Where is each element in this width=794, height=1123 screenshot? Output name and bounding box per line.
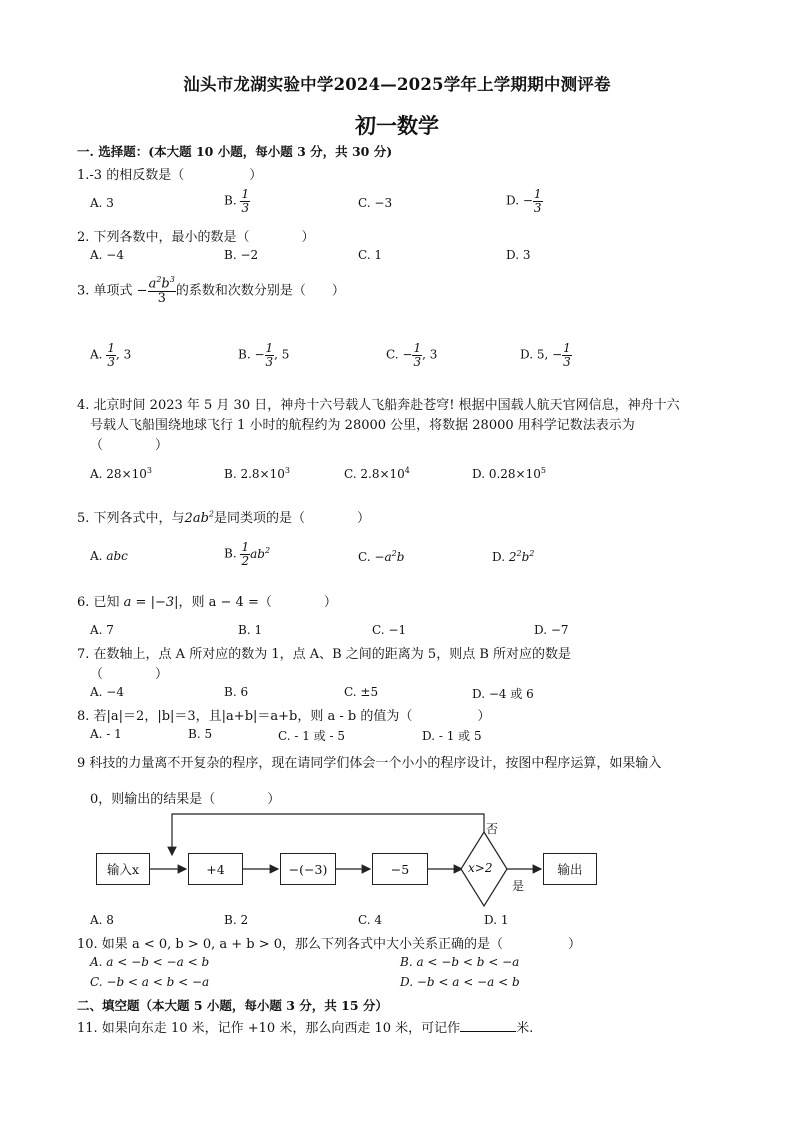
answer-bracket: （ ） <box>90 438 169 453</box>
question-stem: 6. 已知 a = |−3|，则 a − 4 =（ ） <box>77 595 337 610</box>
option-c: C. - 1 或 - 5 <box>278 729 346 743</box>
flow-step1-box: +4 <box>188 853 243 885</box>
option-c: C. $2.8\times 10^4$ <box>344 466 410 481</box>
option-b: B. $\frac{1}{3}$ <box>224 187 250 215</box>
option-b: B. $\frac{1}{2}$ $ab^2$ <box>224 540 271 568</box>
flow-input-box: 输入x <box>96 853 150 885</box>
option-d: D. $0.28\times 10^5$ <box>472 466 546 481</box>
subject-title: 初一数学 <box>355 113 439 138</box>
option-c: C. −b < a < b < −a <box>90 975 210 989</box>
option-a: A. 7 <box>90 623 114 637</box>
option-b: B. a < −b < b < −a <box>400 955 520 969</box>
option-a: A. −4 <box>90 248 124 262</box>
option-d: D. −4 或 6 <box>472 687 534 701</box>
question-line: 4. 北京时间 2023 年 5 月 30 日，神舟十六号载人飞船奔赴苍穹! 根据中国载人航天官网信息，神舟十六 <box>77 398 680 413</box>
option-a: A. 3 <box>90 196 114 210</box>
exam-title: 汕头市龙湖实验中学2024—2025学年上学期期中测评卷 <box>183 75 611 94</box>
question-stem: 8. 若|a|＝2，|b|＝3，且|a+b|＝a+b，则 a - b 的值为（ ） <box>77 709 491 724</box>
option-a: A. a < −b < −a < b <box>90 955 210 969</box>
question-stem: 3. 单项式 − $\frac{a^2b^3}{3}$ 的系数和次数分别是（ ） <box>77 275 345 306</box>
flow-yes-label: 是 <box>512 879 525 893</box>
option-b: B. 2 <box>224 913 249 927</box>
section-heading: 一. 选择题：(本大题 10 小题，每小题 3 分，共 30 分) <box>77 144 393 159</box>
option-a: A. −4 <box>90 685 124 699</box>
flow-no-label: 否 <box>486 822 499 836</box>
option-c: C. 1 <box>358 248 383 262</box>
option-c: C. −3 <box>358 196 393 210</box>
option-c: C. 4 <box>358 913 383 927</box>
option-d: D. −b < a < −a < b <box>400 975 520 989</box>
option-b: B. 5 <box>188 727 213 741</box>
question-line: 9 科技的力量离不开复杂的程序，现在请同学们体会一个小小的程序设计，按图中程序运算，如果输入 <box>77 756 662 771</box>
question-stem: 10. 如果 a < 0, b > 0, a + b > 0，那么下列各式中大小关系正确的是（ ） <box>77 937 582 952</box>
option-c: C. −1 <box>372 623 407 637</box>
option-c: C. − $\frac{1}{3}$ , 3 <box>386 341 438 369</box>
option-b: B. $2.8\times 10^3$ <box>224 466 290 481</box>
option-d: D. - 1 或 5 <box>422 729 482 743</box>
option-a: A. abc <box>90 549 128 563</box>
option-a: A. - 1 <box>90 727 122 741</box>
option-b: B. −2 <box>224 248 259 262</box>
option-d: D. − $\frac{1}{3}$ <box>506 187 542 215</box>
question-stem: 11. 如果向东走 10 米，记作 +10 米，那么向西走 10 米，可记作 米. <box>77 1021 534 1036</box>
question-stem: 2. 下列各数中，最小的数是（ ） <box>77 230 315 245</box>
question-line: 0，则输出的结果是（ ） <box>90 792 281 807</box>
flow-step2-box: −(−3) <box>280 853 336 885</box>
flow-step3-box: −5 <box>372 853 428 885</box>
question-stem: 5. 下列各式中，与$2ab^2$是同类项的是（ ） <box>77 509 370 526</box>
option-b: B. 6 <box>224 685 249 699</box>
flow-output-box: 输出 <box>543 853 597 885</box>
option-d: D. 3 <box>506 248 531 262</box>
option-b: B. − $\frac{1}{3}$ , 5 <box>238 341 290 369</box>
option-d: D. −7 <box>534 623 569 637</box>
section-heading: 二、填空题（本大题 5 小题，每小题 3 分，共 15 分） <box>77 998 388 1013</box>
answer-bracket: （ ） <box>90 667 169 682</box>
option-b: B. 1 <box>238 623 263 637</box>
option-a: A. $\frac{1}{3}$ , 3 <box>90 341 132 369</box>
option-d: D. 1 <box>484 913 509 927</box>
question-stem: 1.-3 的相反数是（ ） <box>77 168 263 183</box>
answer-blank <box>460 1020 516 1032</box>
option-a: A. $28\times 10^3$ <box>90 466 152 481</box>
option-c: C. $-a^2b$ <box>358 549 405 564</box>
option-a: A. 8 <box>90 913 114 927</box>
option-c: C. ±5 <box>344 685 379 699</box>
flow-condition: x>2 <box>468 861 493 875</box>
option-d: D. $2^2b^2$ <box>492 549 535 564</box>
question-line: 7. 在数轴上，点 A 所对应的数为 1，点 A、B 之间的距离为 5，则点 B 所对应的数是 <box>77 647 572 662</box>
question-line: 号载人飞船围绕地球飞行 1 小时的航程约为 28000 公里，将数据 28000 用科学记数法表示为 <box>90 418 635 433</box>
option-d: D. 5, − $\frac{1}{3}$ <box>520 341 571 369</box>
